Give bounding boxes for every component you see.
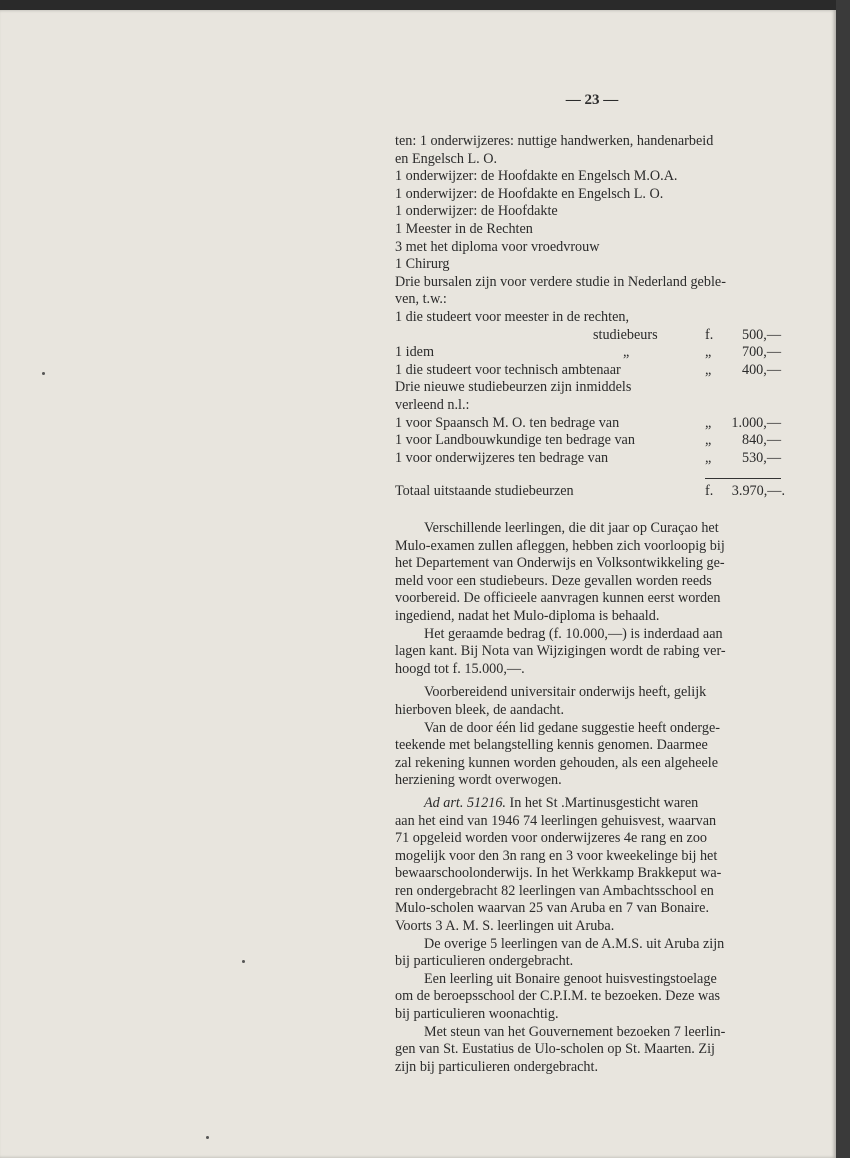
- text-line: Het geraamde bedrag (f. 10.000,—) is inderdaad aan: [424, 625, 723, 642]
- row-amount: 840,—: [741, 432, 781, 449]
- row-label: 1 voor onderwijzeres ten bedrage van: [395, 449, 609, 466]
- row-amount: 1.000,—: [731, 414, 781, 431]
- total-amount: 3.970,—.: [731, 483, 785, 499]
- table-row: [395, 415, 781, 433]
- text-line: 1 Chirurg: [395, 256, 450, 273]
- text-line: Een leerling uit Bonaire genoot huisvestingstoelage: [424, 970, 717, 987]
- text-line: Drie nieuwe studiebeurzen zijn inmiddels: [395, 379, 632, 396]
- text-line: ven, t.w.:: [395, 291, 447, 308]
- table-row: [395, 432, 781, 450]
- text-line: meld voor een studiebeurs. Deze gevallen worden reeds: [395, 572, 712, 589]
- text-line: bij particulieren ondergebracht.: [395, 953, 574, 970]
- text-line: Mulo-scholen waarvan 25 van Aruba en 7 van Bonaire.: [395, 900, 710, 917]
- text-line: Mulo-examen zullen afleggen, hebben zich voorloopig bij: [395, 537, 725, 554]
- text-line: voorbereid. De officieele aanvragen kunnen eerst worden: [395, 590, 721, 607]
- row-amount: 400,—: [741, 361, 781, 378]
- row-currency: „: [705, 414, 712, 431]
- text-line: bij particulieren woonachtig.: [395, 1006, 559, 1023]
- text-line: gen van St. Eustatius de Ulo-scholen op St. Maarten. Zij: [395, 1041, 715, 1058]
- row-currency: f.: [705, 326, 714, 343]
- text-line: om de beroepsschool der C.P.I.M. te bezoeken. Deze was: [395, 988, 721, 1005]
- top-text-block: [395, 133, 781, 467]
- row-label: 1 voor Landbouwkundige ten bedrage van: [395, 432, 635, 449]
- table-row: [395, 327, 781, 345]
- text-line: het Departement van Onderwijs en Volksontwikkeling ge-: [395, 555, 725, 572]
- paragraph: [395, 936, 781, 971]
- row-label: 1 die studeert voor technisch ambtenaar: [395, 361, 621, 378]
- paragraph: [395, 1024, 781, 1077]
- article-ref: Ad art. 51216.: [424, 794, 506, 811]
- text-line: zal rekening kunnen worden gehouden, als een algeheele: [395, 754, 719, 771]
- text-line: hoogd tot f. 15.000,—.: [395, 660, 525, 677]
- total-row-wrap: [395, 483, 785, 501]
- row-amount: 500,—: [741, 326, 781, 343]
- text-line: ingediend, nadat het Mulo-diploma is behaald.: [395, 607, 660, 624]
- text-line: en Engelsch L. O.: [395, 150, 498, 167]
- total-currency: f.: [705, 483, 714, 499]
- page-speck: [206, 1136, 209, 1139]
- table-row: [395, 344, 781, 362]
- text-line: 1 onderwijzer: de Hoofdakte en Engelsch M.O.A.: [395, 168, 678, 185]
- row-sub: „: [623, 344, 630, 361]
- total-row: [395, 483, 785, 501]
- row-amount: 530,—: [741, 449, 781, 466]
- text-line: 1 onderwijzer: de Hoofdakte: [395, 203, 558, 220]
- text-line: 1 Meester in de Rechten: [395, 220, 533, 237]
- text-line: bewaarschoolonderwijs. In het Werkkamp Brakkeput wa-: [395, 865, 722, 882]
- text-span: In het St .Martinusgesticht waren: [505, 794, 699, 811]
- row-currency: „: [705, 361, 712, 378]
- text-line: Van de door één lid gedane suggestie heeft onderge-: [424, 719, 720, 736]
- table-row: [395, 362, 781, 380]
- paragraph: [395, 971, 781, 1024]
- row-sub: studiebeurs: [593, 326, 658, 343]
- text-line: 3 met het diploma voor vroedvrouw: [395, 238, 600, 255]
- paragraph: [395, 520, 781, 626]
- text-line: lagen kant. Bij Nota van Wijzigingen wordt de rabing ver-: [395, 643, 726, 660]
- text-line: 71 opgeleid worden voor onderwijzeres 4e rang en zoo: [395, 830, 708, 847]
- row-label: 1 voor Spaansch M. O. ten bedrage van: [395, 414, 620, 431]
- text-line: Voorbereidend universitair onderwijs heeft, gelijk: [424, 684, 707, 701]
- row-currency: „: [705, 432, 712, 449]
- total-label: Totaal uitstaande studiebeurzen: [395, 483, 574, 499]
- text-line: [395, 795, 781, 813]
- text-line: Verschillende leerlingen, die dit jaar op Curaçao het: [424, 520, 719, 536]
- text-line: ten: 1 onderwijzeres: nuttige handwerken, handenarbeid: [395, 133, 714, 149]
- page-speck: [242, 960, 245, 963]
- table-row: [395, 450, 781, 468]
- text-line: 1 die studeert voor meester in de rechten,: [395, 308, 630, 325]
- text-line: zijn bij particulieren ondergebracht.: [395, 1058, 599, 1075]
- text-line: ren ondergebracht 82 leerlingen van Ambachtsschool en: [395, 882, 714, 899]
- paragraph: [395, 684, 781, 719]
- text-line: mogelijk voor den 3n rang en 3 voor kweekelinge bij het: [395, 847, 718, 864]
- paragraph: [395, 626, 781, 679]
- row-amount: 700,—: [741, 344, 781, 361]
- text-line: hierboven bleek, de aandacht.: [395, 701, 564, 718]
- page-edge: [836, 0, 850, 1158]
- text-line: Voorts 3 A. M. S. leerlingen uit Aruba.: [395, 918, 615, 935]
- paragraph: [395, 795, 781, 936]
- body-text: [395, 520, 781, 1076]
- text-line: 1 onderwijzer: de Hoofdakte en Engelsch L. O.: [395, 185, 664, 202]
- page-number: — 23 —: [565, 92, 619, 108]
- text-line: herziening wordt overwogen.: [395, 772, 562, 789]
- row-currency: „: [705, 344, 712, 361]
- paragraph: [395, 720, 781, 790]
- row-currency: „: [705, 449, 712, 466]
- row-label: 1 idem: [395, 344, 435, 361]
- text-line: Drie bursalen zijn voor verdere studie in Nederland geble-: [395, 273, 726, 290]
- text-line: verleend n.l.:: [395, 396, 470, 413]
- text-line: aan het eind van 1946 74 leerlingen gehuisvest, waarvan: [395, 812, 717, 829]
- text-line: teekende met belangstelling kennis genomen. Daarmee: [395, 737, 708, 754]
- sum-rule: [705, 478, 781, 479]
- text-line: Met steun van het Gouvernement bezoeken 7 leerlin-: [424, 1023, 726, 1040]
- text-line: De overige 5 leerlingen van de A.M.S. uit Aruba zijn: [424, 935, 725, 952]
- page-speck: [42, 372, 45, 375]
